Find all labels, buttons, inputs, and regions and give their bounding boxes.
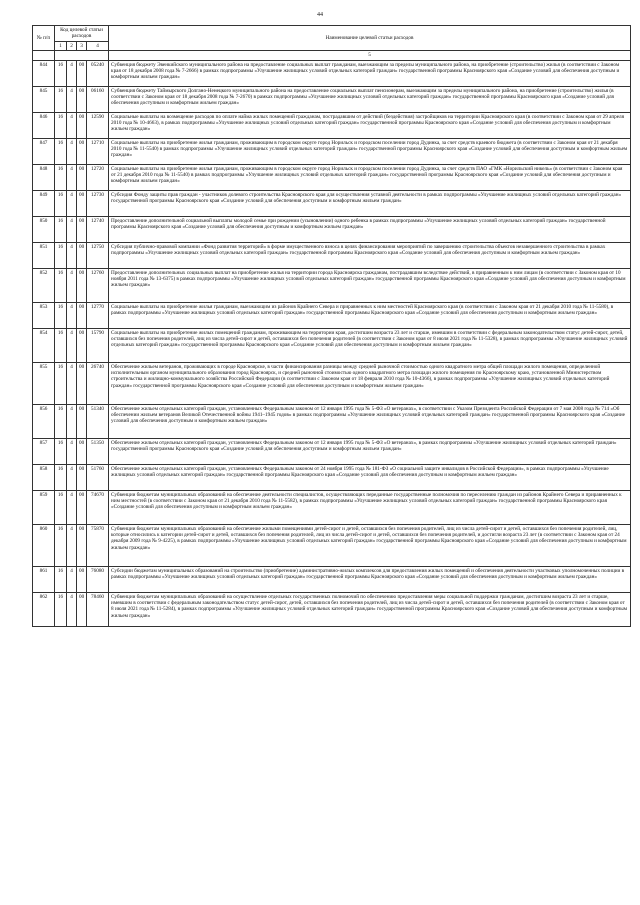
table-row <box>33 86 631 112</box>
code-part-4: 15790 <box>87 328 109 362</box>
code-part-4: 51350 <box>87 438 109 464</box>
table-row <box>33 268 631 302</box>
table-row <box>33 438 631 464</box>
code-part-4: 12710 <box>87 138 109 164</box>
row-number: 844 <box>33 60 55 86</box>
code-part-3: 00 <box>77 404 87 438</box>
row-number: 853 <box>33 302 55 328</box>
row-number: 860 <box>33 524 55 566</box>
row-number: 861 <box>33 566 55 592</box>
row-number: 846 <box>33 112 55 138</box>
article-name: Предоставление дополнительных социальных выплат на приобретение жилья на территории города Красноярска гражданам, пострадавшим вследствие действий, в приравненным к ним лицам (в соответствии с Законом края от 10 ноября 2011 года № 13-6375) в рамках подпрограммы «Улучшение жилищных условий отдельных категорий граждан» государственной программы Красноярского края «Создание условий для обеспечения доступным и комфортным жильем граждан» <box>109 268 631 302</box>
code-part-1: 16 <box>55 302 67 328</box>
code-part-3: 00 <box>77 268 87 302</box>
table-row <box>33 138 631 164</box>
code-part-2: 4 <box>67 190 77 216</box>
code-part-4: 12740 <box>87 216 109 242</box>
row-number: 854 <box>33 328 55 362</box>
table-row <box>33 404 631 438</box>
article-name: Обеспечение жильем отдельных категорий граждан, установленных Федеральным законом от 24 ноября 1995 года № 181-ФЗ «О социальной защите инвалидов в Российской Федерации», в рамках подпрограммы «Улучшение жилищных условий отдельных категорий граждан» государственной программы Красноярского края «Создание условий для обеспечения доступным и комфортным жильем граждан» <box>109 464 631 490</box>
article-name: Субвенция бюджету Таймырского Долгано-Ненецкого муниципального района на предоставление социальных выплат пенсионерам, выезжающим за пределы муниципального района, на приобретение (строительство) жилья (в соответствии с Законом края от 18 декабря 2008 года № 7-2670) в рамках подпрограммы «Улучшение жилищных условий отдельных категорий граждан» государственной программы Красноярского края «Создание условий для обеспечения доступным и комфортным жильем граждан» <box>109 86 631 112</box>
article-name: Субвенции бюджетам муниципальных образований на осуществление отдельных государственных полномочий по обеспечению предоставления меры социальной поддержки гражданам, достигшим возраста 23 лет и старше, имевшим в соответствии с федеральным законодательством статус детей-сирот, детей, оставшихся без попечения родителей, лиц из числа детей-сирот и детей, оставшихся без попечения родителей (в соответствии с Законом края от 8 июля 2021 года № 11-5284), в рамках подпрограммы «Улучшение жилищных условий отдельных категорий граждан» государственной программы Красноярского края «Создание условий для обеспечения доступным и комфортным жильем граждан» <box>109 592 631 626</box>
code-part-2: 4 <box>67 404 77 438</box>
code-part-1: 16 <box>55 404 67 438</box>
code-part-4: 51340 <box>87 404 109 438</box>
row-number: 862 <box>33 592 55 626</box>
code-part-3: 00 <box>77 242 87 268</box>
code-subcol-1: 1 <box>55 41 67 50</box>
table-row <box>33 328 631 362</box>
article-name: Социальные выплаты на приобретение жилья гражданам, проживающим в городском округе город Норильск и городском поселении город Дудинка, за счет средств ПАО «ГМК «Норильский никель» (в соответствии с Законом края от 21 декабря 2010 года № 11-5540) в рамках подпрограммы «Улучшение жилищных условий отдельных категорий граждан» государственной программы Красноярского края «Создание условий для обеспечения доступным и комфортным жильем граждан» <box>109 164 631 190</box>
table-row <box>33 164 631 190</box>
code-part-1: 16 <box>55 60 67 86</box>
colnum-empty <box>33 51 55 60</box>
article-name: Обеспечение жильем отдельных категорий граждан, установленных Федеральным законом от 12 января 1995 года № 5-ФЗ «О ветеранах», в соответствии с Указом Президента Российской Федерации от 7 мая 2008 года № 714 «Об обеспечении жильем ветеранов Великой Отечественной войны 1941–1945 годов» в рамках подпрограммы «Улучшение жилищных условий отдельных категорий граждан» государственной программы Красноярского края «Создание условий для обеспечения доступным и комфортным жильем граждан» <box>109 404 631 438</box>
code-part-2: 4 <box>67 490 77 524</box>
code-part-4: 26740 <box>87 362 109 404</box>
table-row <box>33 362 631 404</box>
code-subcol-4: 4 <box>87 41 109 50</box>
code-part-3: 00 <box>77 164 87 190</box>
code-part-1: 16 <box>55 566 67 592</box>
code-part-4: 06160 <box>87 86 109 112</box>
table-row <box>33 60 631 86</box>
row-number: 849 <box>33 190 55 216</box>
code-part-2: 4 <box>67 566 77 592</box>
code-part-1: 16 <box>55 86 67 112</box>
code-part-2: 4 <box>67 268 77 302</box>
code-part-3: 00 <box>77 490 87 524</box>
article-name: Социальные выплаты на возмещение расходов по оплате найма жилых помещений гражданам, пострадавшим от действий (бездействия) застройщиков на территории Красноярского края (в соответствии с Законом края от 29 апреля 2010 года № 10-4663), в рамках подпрограммы «Улучшение жилищных условий отдельных категорий граждан» государственной программы Красноярского края «Создание условий для обеспечения доступным и комфортным жильем граждан» <box>109 112 631 138</box>
table-row <box>33 490 631 524</box>
code-part-4: 12590 <box>87 112 109 138</box>
code-column-header: Код целевой статьи расходов <box>55 26 109 42</box>
table-body <box>33 60 631 626</box>
code-part-1: 16 <box>55 524 67 566</box>
code-part-4: 76080 <box>87 566 109 592</box>
num-column-header: № п/п <box>33 26 55 51</box>
code-part-3: 00 <box>77 216 87 242</box>
row-number: 855 <box>33 362 55 404</box>
code-part-1: 16 <box>55 268 67 302</box>
row-number: 858 <box>33 464 55 490</box>
colnum-5: 5 <box>109 51 631 60</box>
code-part-2: 4 <box>67 592 77 626</box>
code-part-4: 51760 <box>87 464 109 490</box>
article-name: Субвенции бюджетам муниципальных образований на обеспечение деятельности специалистов, осуществляющих переданные государственные полномочия по переселению граждан из районов Крайнего Севера и приравненных к ним местностей (в соответствии с Законом края от 21 декабря 2010 года № 11-5582), в рамках подпрограммы «Улучшение жилищных условий отдельных категорий граждан» государственной программы Красноярского края «Создание условий для обеспечения доступным и комфортным жильем граждан» <box>109 490 631 524</box>
page-number: 44 <box>317 12 323 18</box>
table-row <box>33 242 631 268</box>
code-part-3: 00 <box>77 362 87 404</box>
code-part-3: 00 <box>77 302 87 328</box>
code-part-4: 12770 <box>87 302 109 328</box>
code-part-3: 00 <box>77 86 87 112</box>
code-part-1: 16 <box>55 328 67 362</box>
row-number: 847 <box>33 138 55 164</box>
code-part-3: 00 <box>77 190 87 216</box>
article-name: Обеспечение жильем ветеранов, проживающих в городе Красноярске, в части финансирования разницы между средней рыночной стоимостью одного квадратного метра общей площади жилого помещения, определенной исполнительным органом муниципального образования город Красноярск, и средней рыночной стоимостью одного квадратного метра площади жилого помещения по Красноярскому краю, установленной Министерством строительства и жилищно-коммунального хозяйства Российской Федерации (в соответствии с Законом края от 18 февраля 2010 года № 10-4366), в рамках подпрограммы «Улучшение жилищных условий отдельных категорий граждан» государственной программы Красноярского края «Создание условий для обеспечения доступным и комфортным жильем граждан» <box>109 362 631 404</box>
code-part-1: 16 <box>55 464 67 490</box>
code-part-2: 4 <box>67 216 77 242</box>
target-articles-table <box>32 25 631 627</box>
code-part-2: 4 <box>67 164 77 190</box>
code-part-1: 16 <box>55 362 67 404</box>
code-part-2: 4 <box>67 464 77 490</box>
code-part-2: 4 <box>67 112 77 138</box>
table-row <box>33 566 631 592</box>
code-part-2: 4 <box>67 328 77 362</box>
code-part-1: 16 <box>55 592 67 626</box>
code-part-1: 16 <box>55 438 67 464</box>
code-part-1: 16 <box>55 112 67 138</box>
code-part-1: 16 <box>55 138 67 164</box>
article-name: Обеспечение жильем отдельных категорий граждан, установленных Федеральным законом от 12 января 1995 года № 5-ФЗ «О ветеранах», в рамках подпрограммы «Улучшение жилищных условий отдельных категорий граждан» государственной программы Красноярского края «Создание условий для обеспечения доступным и комфортным жильем граждан» <box>109 438 631 464</box>
table-row <box>33 524 631 566</box>
article-name: Субвенции бюджетам муниципальных образований на обеспечение жилыми помещениями детей-сирот и детей, оставшихся без попечения родителей, лиц из числа детей-сирот и детей, оставшихся без попечения родителей, лиц, которые относились к категории детей-сирот и детей, оставшихся без попечения родителей, лиц из числа детей-сирот и детей, оставшихся без попечения родителей, и достигли возраста 23 лет (в соответствии с Законом края от 24 декабря 2009 года № 9-4225), в рамках подпрограммы «Улучшение жилищных условий отдельных категорий граждан» государственной программы Красноярского края «Создание условий для обеспечения доступным и комфортным жильем граждан» <box>109 524 631 566</box>
code-part-3: 00 <box>77 112 87 138</box>
code-part-2: 4 <box>67 138 77 164</box>
code-subcol-3: 3 <box>77 41 87 50</box>
article-name: Предоставление дополнительной социальной выплаты молодой семье при рождении (усыновлении) одного ребенка в рамках подпрограммы «Улучшение жилищных условий отдельных категорий граждан» государственной программы Красноярского края «Создание условий для обеспечения доступным и комфортным жильем граждан» <box>109 216 631 242</box>
table-row <box>33 112 631 138</box>
table-row <box>33 190 631 216</box>
name-column-header: Наименование целевой статьи расходов <box>109 26 631 51</box>
code-part-4: 78460 <box>87 592 109 626</box>
code-subcol-2: 2 <box>67 41 77 50</box>
code-part-3: 00 <box>77 438 87 464</box>
article-name: Социальные выплаты на приобретение жилья гражданам, выезжающим из районов Крайнего Севера и приравненных к ним местностей Красноярского края (в соответствии с Законом края от 21 декабря 2010 года № 11-5580), в рамках подпрограммы «Улучшение жилищных условий отдельных категорий граждан» государственной программы Красноярского края «Создание условий для обеспечения доступным и комфортным жильем граждан» <box>109 302 631 328</box>
code-part-3: 00 <box>77 524 87 566</box>
code-part-3: 00 <box>77 60 87 86</box>
code-part-4: 12730 <box>87 190 109 216</box>
code-part-4: 75870 <box>87 524 109 566</box>
table-row <box>33 216 631 242</box>
code-part-2: 4 <box>67 524 77 566</box>
row-number: 851 <box>33 242 55 268</box>
row-number: 845 <box>33 86 55 112</box>
code-part-1: 16 <box>55 490 67 524</box>
code-part-3: 00 <box>77 464 87 490</box>
article-name: Субвенция бюджету Эвенкийского муниципального района на предоставление социальных выплат гражданам, выезжающим за пределы муниципального района, на приобретение (строительство) жилья (в соответствии с Законом края от 18 декабря 2008 года № 7-2666) в рамках подпрограммы «Улучшение жилищных условий отдельных категорий граждан» государственной программы Красноярского края «Создание условий для обеспечения доступным и комфортным жильем граждан» <box>109 60 631 86</box>
code-part-2: 4 <box>67 60 77 86</box>
code-part-2: 4 <box>67 242 77 268</box>
code-part-3: 00 <box>77 592 87 626</box>
table-row <box>33 464 631 490</box>
code-part-2: 4 <box>67 302 77 328</box>
article-name: Субсидии бюджетам муниципальных образований на строительство (приобретение) административно-жилых комплексов для предоставления жилых помещений и обеспечения деятельности участковых уполномоченных полиции в рамках подпрограммы «Улучшение жилищных условий отдельных категорий граждан» государственной программы Красноярского края «Создание условий для обеспечения доступным и комфортным жильем граждан» <box>109 566 631 592</box>
colnum-empty-codes <box>55 51 109 60</box>
code-part-1: 16 <box>55 190 67 216</box>
article-name: Социальные выплаты на приобретение жилых помещений гражданам, проживающим на территории края, достигшим возраста 23 лет и старше, имевшим в соответствии с федеральным законодательством статус детей-сирот, детей, оставшихся без попечения родителей, лиц из числа детей-сирот и детей, оставшихся без попечения родителей (в соответствии с Законом края от 8 июля 2021 года № 11-5328), в рамках подпрограммы «Улучшение жилищных условий отдельных категорий граждан» государственной программы Красноярского края «Создание условий для обеспечения доступным и комфортным жильем граждан» <box>109 328 631 362</box>
table-header-row <box>33 26 631 42</box>
row-number: 857 <box>33 438 55 464</box>
table-row <box>33 592 631 626</box>
code-part-2: 4 <box>67 86 77 112</box>
row-number: 850 <box>33 216 55 242</box>
code-part-3: 00 <box>77 138 87 164</box>
article-name: Социальные выплаты на приобретение жилья гражданам, проживающим в городском округе город Норильск и городском поселении город Дудинка, за счет средств краевого бюджета (в соответствии с Законом края от 21 декабря 2010 года № 11-5540) в рамках подпрограммы «Улучшение жилищных условий отдельных категорий граждан» государственной программы Красноярского края «Создание условий для обеспечения доступным и комфортным жильем граждан» <box>109 138 631 164</box>
code-part-1: 16 <box>55 216 67 242</box>
row-number: 848 <box>33 164 55 190</box>
code-part-4: 74670 <box>87 490 109 524</box>
code-part-1: 16 <box>55 242 67 268</box>
code-part-4: 12720 <box>87 164 109 190</box>
code-part-3: 00 <box>77 566 87 592</box>
article-name: Субсидия Фонду защиты прав граждан - участников долевого строительства Красноярского края для осуществления уставной деятельности в рамках подпрограммы «Улучшение жилищных условий отдельных категорий граждан» государственной программы Красноярского края «Создание условий для обеспечения доступным и комфортным жильем граждан» <box>109 190 631 216</box>
row-number: 852 <box>33 268 55 302</box>
column-numbers-row <box>33 51 631 60</box>
table-row <box>33 302 631 328</box>
code-part-3: 00 <box>77 328 87 362</box>
article-name: Субсидия публично-правовой компании «Фонд развития территорий» в форме имущественного взноса в целях финансирования мероприятий по завершению строительства объектов незавершенного строительства в рамках подпрограммы «Улучшение жилищных условий отдельных категорий граждан» государственной программы Красноярского края «Создание условий для обеспечения доступным и комфортным жильем граждан» <box>109 242 631 268</box>
row-number: 859 <box>33 490 55 524</box>
code-part-4: 12760 <box>87 268 109 302</box>
code-part-2: 4 <box>67 438 77 464</box>
code-part-2: 4 <box>67 362 77 404</box>
code-part-1: 16 <box>55 164 67 190</box>
row-number: 856 <box>33 404 55 438</box>
code-part-4: 05240 <box>87 60 109 86</box>
code-part-4: 12750 <box>87 242 109 268</box>
